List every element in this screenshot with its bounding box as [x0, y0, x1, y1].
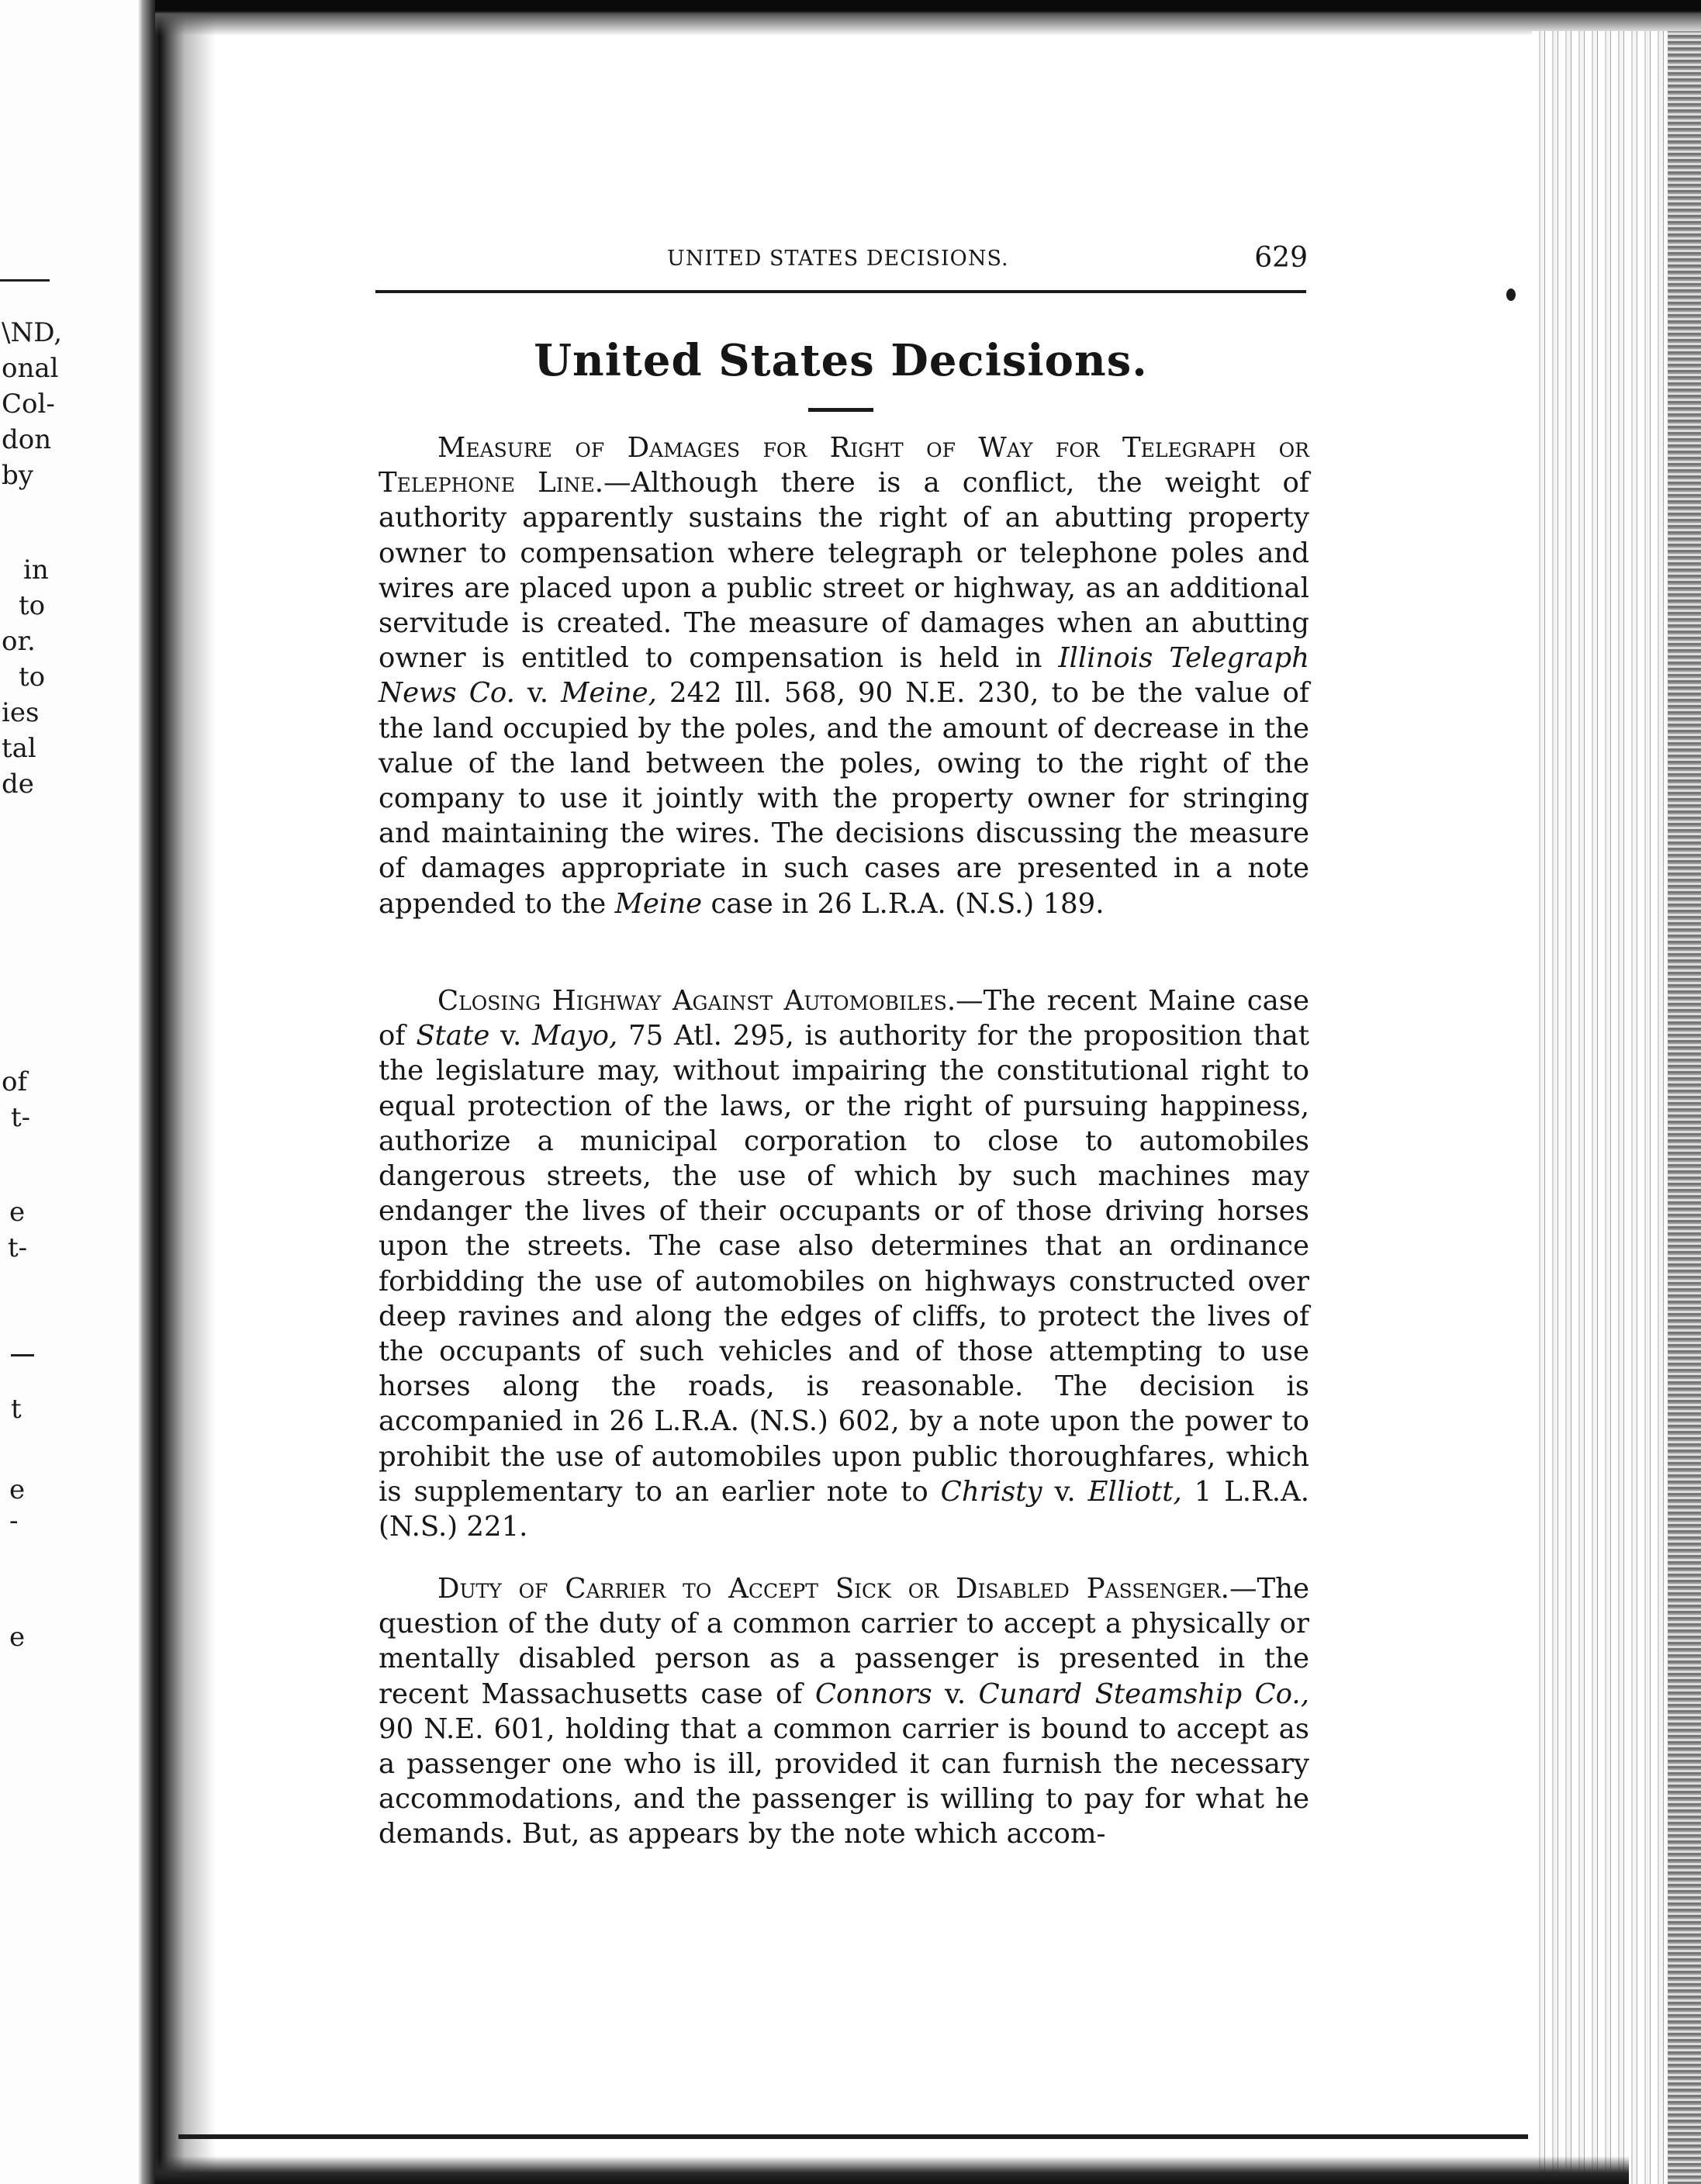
case-name: Meine [614, 887, 703, 920]
paragraph-carrier-duty [379, 1571, 1309, 1852]
case-name: Illinois Telegraph News Co. [379, 642, 1309, 710]
facing-page-fragment: to [19, 590, 46, 621]
facing-page-fragment: to [19, 662, 46, 693]
facing-page-fragment: e [9, 1197, 26, 1228]
paragraph-text: v. [489, 1020, 533, 1052]
facing-page-fragment: ies [2, 697, 40, 728]
paragraph-text: —The question of the duty of a common carrier to accept a physically or mentally disabled person as a passenger is presented in the recent Massachusetts case of [379, 1573, 1309, 1710]
paragraph-closing-highway [379, 983, 1309, 1544]
page-number: 629 [1254, 242, 1308, 274]
facing-page-fragment: don [2, 424, 52, 455]
facing-page-fragment: t- [11, 1102, 31, 1133]
facing-page-rule [11, 1354, 34, 1356]
paragraph-text: v. [514, 677, 562, 710]
case-name: Connors [814, 1678, 932, 1710]
paragraph-text: —Although there is a conflict, the weight of authority apparently sustains the right of an abutting property owner to compensation where telegraph or telephone poles and wires are placed upon a public street or highway, as an additional servitude is created. The measure of damages when an abutting owner is entitled to compensation is held in [379, 467, 1309, 675]
section-title: United States Decisions. [534, 335, 1148, 386]
case-name: Elliott, [1087, 1475, 1182, 1508]
case-name: Cunard Steamship Co., [978, 1678, 1309, 1710]
case-name: Christy [940, 1475, 1042, 1508]
facing-page-rule [0, 279, 50, 282]
top-scan-shadow [155, 0, 1701, 36]
facing-page-fragment: tal [2, 733, 36, 764]
bottom-page-border [178, 2134, 1528, 2139]
title-rule [808, 408, 873, 412]
paragraph-heading: Closing Highway Against Automobiles. [437, 985, 956, 1017]
paragraph-text: —The recent Maine case of [379, 985, 1309, 1052]
facing-page-fragment: - [9, 1505, 19, 1536]
paragraph-text: 1 L.R.A. (N.S.) 221. [379, 1475, 1310, 1543]
paragraph-telegraph-damages [379, 430, 1309, 921]
facing-page-fragment: e [9, 1474, 26, 1505]
facing-page-fragment: Col- [2, 389, 55, 420]
facing-page-fragment: \ND, [2, 317, 63, 348]
facing-page-fragment: onal [2, 353, 59, 384]
facing-page-fragment: e [9, 1622, 26, 1653]
paragraph-text: 90 N.E. 601, holding that a common carrier is bound to accept as a passenger one who is ill, provided it can furnish the necessary accommodations, and the passenger is willing to pay for what he demands. But, as appears by the note which accom- [379, 1712, 1309, 1851]
paragraph-text: v. [1042, 1475, 1088, 1508]
facing-page-fragment: t [11, 1394, 22, 1425]
paragraph-text: 75 Atl. 295, is authority for the proposition that the legislature may, without impairing the constitutional right to equal protection of the laws, or the right of pursuing happiness, authorize a municipal corporation to close to automobiles dangerous streets, the use of which by such machines may endanger the lives of their occupants or of those driving horses upon the streets. The case also determines that an ordinance forbidding the use of automobiles on highways constructed over deep ravines and along the edges of cliffs, to protect the lives of the occupants of such vehicles and of those attempting to use horses along the roads, is reasonable. The decision is accompanied in 26 L.R.A. (N.S.) 602, by a note upon the power to prohibit the use of automobiles upon public thoroughfares, which is supplementary to an earlier note to [379, 1020, 1310, 1508]
book-gutter-shadow [138, 0, 216, 2184]
case-name: Mayo, [532, 1020, 618, 1052]
facing-page-fragment: or. [2, 626, 36, 657]
header-rule [375, 290, 1306, 293]
page-edges-right-outer [1668, 31, 1701, 2184]
paragraph-text: 242 Ill. 568, 90 N.E. 230, to be the value of the land occupied by the poles, and the amount of decrease in the value of the land between the poles, owing to the right of the company to use it jointly with the property owner for stringing and maintaining the wires. The decisions discussing the measure of damages appropriate in such cases are presented in a note appended to the [379, 677, 1310, 920]
case-name: State [416, 1020, 490, 1052]
paragraph-heading: Measure of Damages for Right of Way for Telegraph or Telephone Line. [379, 432, 1309, 499]
facing-page-fragment: of [2, 1066, 28, 1097]
case-name: Meine, [561, 677, 657, 710]
facing-page-fragment: by [2, 460, 33, 491]
running-head-title: UNITED STATES DECISIONS. [667, 247, 1009, 271]
facing-page-fragment: t- [8, 1232, 28, 1263]
running-header [667, 242, 1308, 276]
ink-mark [1506, 289, 1516, 301]
facing-page-fragment: de [2, 769, 34, 800]
facing-page-fragment: in [23, 555, 49, 586]
bottom-scan-shadow [155, 2156, 1629, 2184]
paragraph-heading: Duty of Carrier to Accept Sick or Disabled Passenger. [437, 1573, 1229, 1605]
paragraph-text: case in 26 L.R.A. (N.S.) 189. [702, 887, 1105, 920]
paragraph-text: v. [932, 1678, 979, 1710]
